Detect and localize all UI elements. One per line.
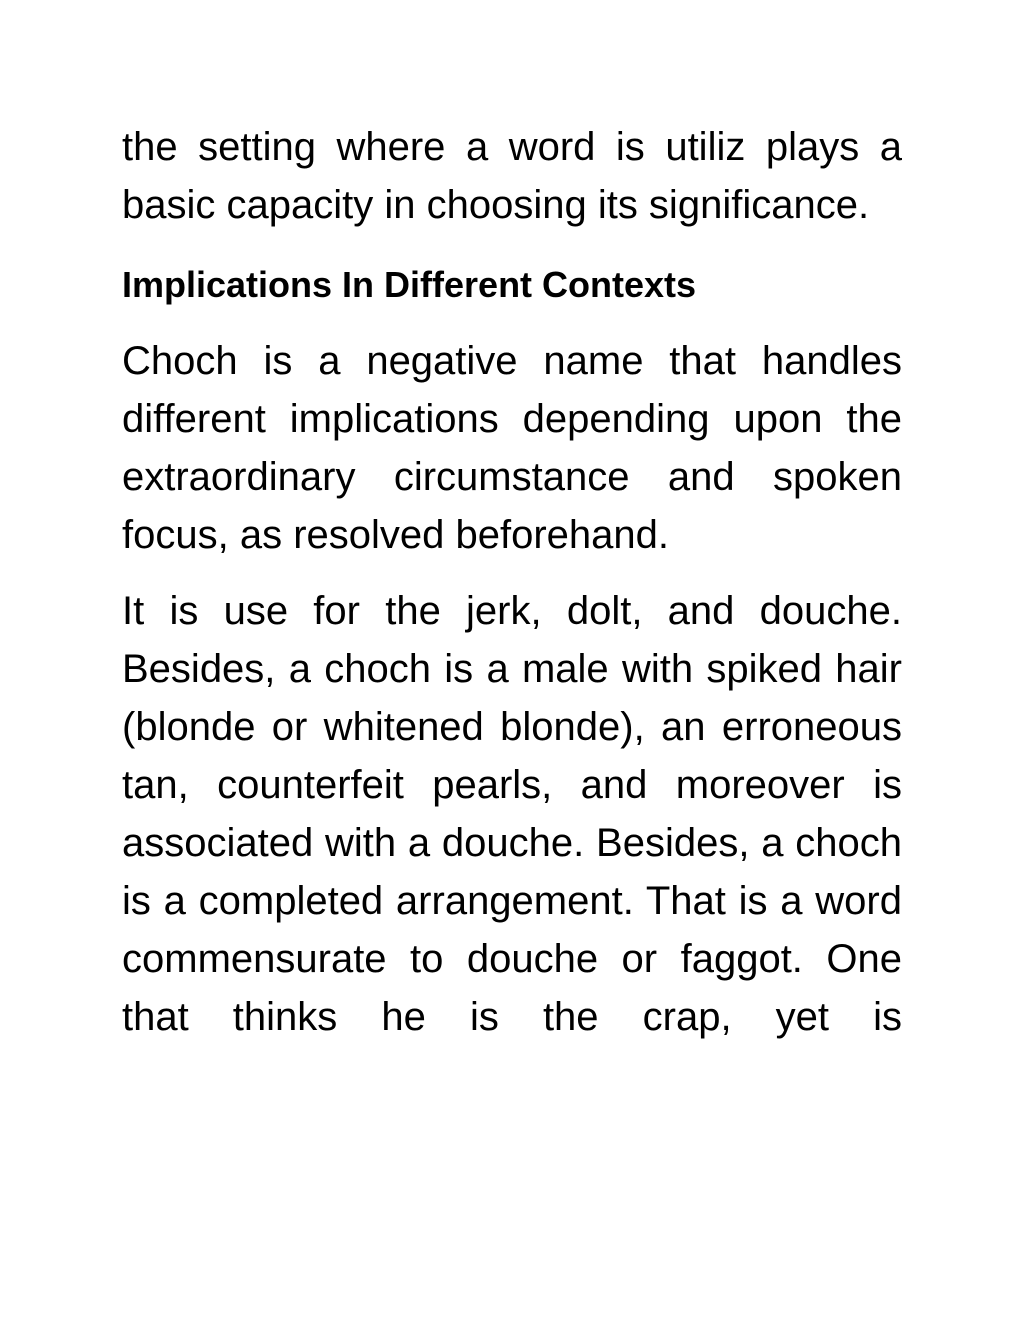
paragraph-intro: the setting where a word is utiliz plays a basic capacity in choosing its significance. xyxy=(122,125,902,227)
section-heading: Implications In Different Contexts xyxy=(122,264,697,305)
document-body xyxy=(122,118,902,1046)
paragraph-usage: It is use for the jerk, dolt, and douche. Besides, a choch is a male with spiked hair (blonde or whitened blonde), an erroneous tan, counterfeit pearls, and moreover is associated with a douche. Besides, a choch is a completed arrangement. That is a word commensurate to douche or faggot. One that thinks he is the crap, yet is xyxy=(122,589,902,1039)
paragraph-definition: Choch is a negative name that handles different implications depending upon the extraordinary circumstance and spoken focus, as resolved beforehand. xyxy=(122,339,902,557)
